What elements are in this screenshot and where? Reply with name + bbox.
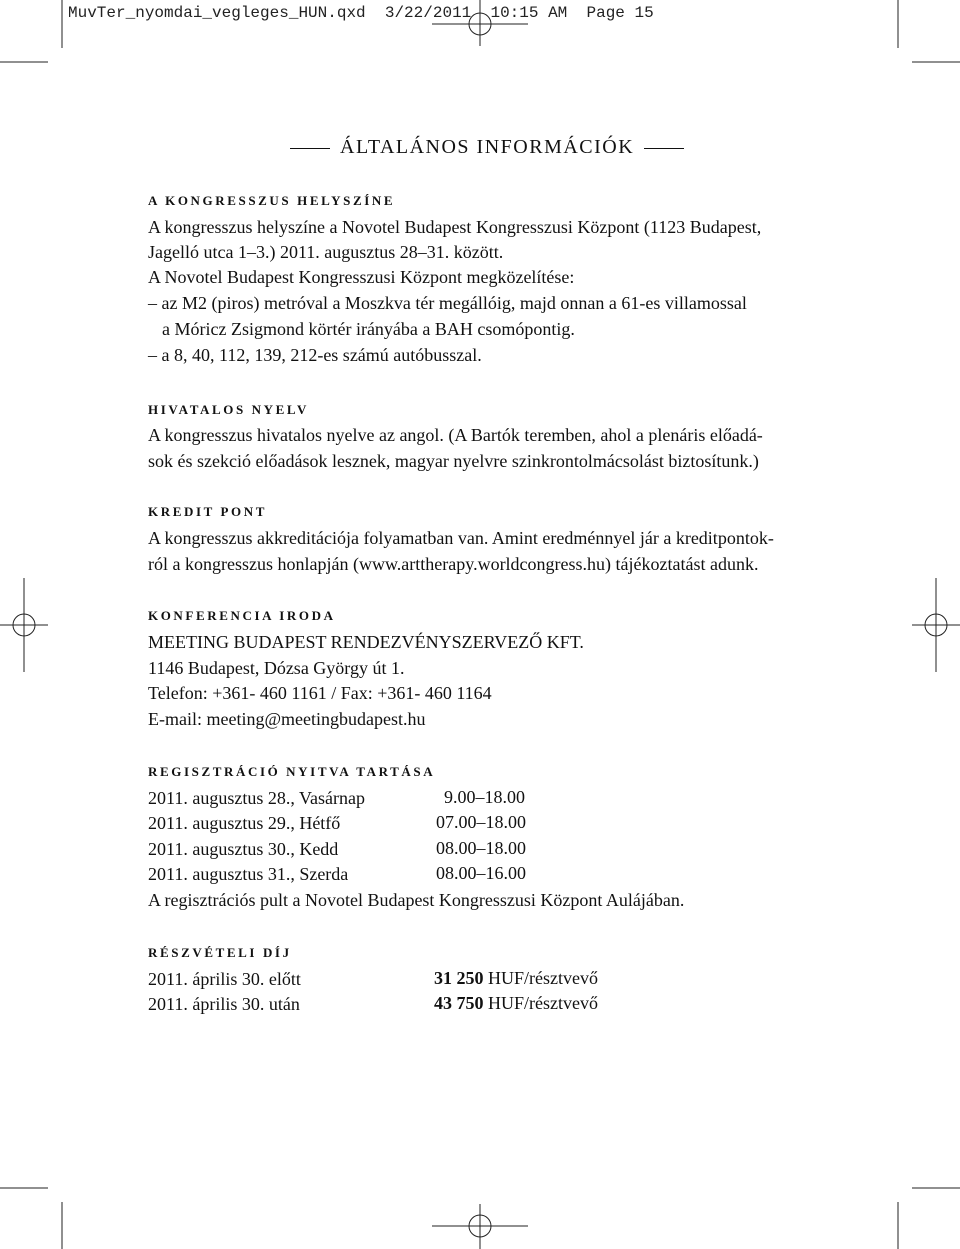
office-line: E-mail: meeting@meetingbudapest.hu xyxy=(148,709,426,729)
registration-target-right xyxy=(912,578,960,672)
venue-line: – az M2 (piros) metróval a Moszkva tér megállóig, majd onnan a 61-es villamossal xyxy=(148,293,747,313)
registration-target-left xyxy=(0,578,48,672)
fee-price xyxy=(434,993,598,1014)
language-line: sok és szekció előadások lesznek, magyar nyelvre szinkrontolmácsolást biztosítunk.) xyxy=(148,451,759,471)
registration-note: A regisztrációs pult a Novotel Budapest Kongresszusi Központ Aulájában. xyxy=(148,890,685,910)
fee-label: 2011. április 30. után xyxy=(148,994,300,1014)
registration-date: 2011. augusztus 29., Hétfő xyxy=(148,813,341,833)
registration-hours: 9.00–18.00 xyxy=(444,787,525,807)
registration-heading: REGISZTRÁCIÓ NYITVA TARTÁSA xyxy=(148,764,436,779)
fee-price xyxy=(434,968,598,989)
venue-heading: A KONGRESSZUS HELYSZÍNE xyxy=(148,193,396,208)
registration-hours: 07.00–18.00 xyxy=(436,812,526,832)
office-line: MEETING BUDAPEST RENDEZVÉNYSZERVEZŐ KFT. xyxy=(148,632,584,652)
venue-line: A Novotel Budapest Kongresszusi Központ megközelítése: xyxy=(148,267,575,287)
title-rule-left xyxy=(290,148,330,149)
fee-amount: 43 750 xyxy=(434,993,484,1013)
registration-date: 2011. augusztus 28., Vasárnap xyxy=(148,788,365,808)
language-heading: HIVATALOS NYELV xyxy=(148,402,309,417)
registration-hours: 08.00–16.00 xyxy=(436,863,526,883)
office-line: Telefon: +361- 460 1161 / Fax: +361- 460 1164 xyxy=(148,683,492,703)
registration-target-top xyxy=(432,0,528,46)
fee-heading: RÉSZVÉTELI DÍJ xyxy=(148,945,292,960)
registration-target-bottom xyxy=(432,1204,528,1249)
credit-line: ról a kongresszus honlapján (www.arttherapy.worldcongress.hu) tájékoztatást adunk. xyxy=(148,554,759,574)
credit-heading: KREDIT PONT xyxy=(148,504,268,519)
registration-date: 2011. augusztus 31., Szerda xyxy=(148,864,349,884)
fee-label: 2011. április 30. előtt xyxy=(148,969,301,989)
fee-unit: HUF/résztvevő xyxy=(488,993,598,1013)
print-slug: MuvTer_nyomdai_vegleges_HUN.qxd 3/22/2011 10:15 AM Page 15 xyxy=(68,4,654,22)
venue-line: Jagelló utca 1–3.) 2011. augusztus 28–31. között. xyxy=(148,242,504,262)
registration-hours: 08.00–18.00 xyxy=(436,838,526,858)
venue-line: A kongresszus helyszíne a Novotel Budapest Kongresszusi Központ (1123 Budapest, xyxy=(148,217,762,237)
language-line: A kongresszus hivatalos nyelve az angol. (A Bartók teremben, ahol a plenáris előadá- xyxy=(148,425,763,445)
office-heading: KONFERENCIA IRODA xyxy=(148,608,336,623)
venue-line: – a 8, 40, 112, 139, 212-es számú autóbusszal. xyxy=(148,345,482,365)
office-line: 1146 Budapest, Dózsa György út 1. xyxy=(148,658,405,678)
title-rule-right xyxy=(644,148,684,149)
venue-line: a Móricz Zsigmond körtér irányába a BAH csomópontig. xyxy=(162,319,575,339)
fee-amount: 31 250 xyxy=(434,968,484,988)
fee-unit: HUF/résztvevő xyxy=(488,968,598,988)
registration-date: 2011. augusztus 30., Kedd xyxy=(148,839,339,859)
page-title: ÁLTALÁNOS INFORMÁCIÓK xyxy=(280,136,694,159)
credit-line: A kongresszus akkreditációja folyamatban van. Amint eredménnyel jár a kreditpontok- xyxy=(148,528,774,548)
